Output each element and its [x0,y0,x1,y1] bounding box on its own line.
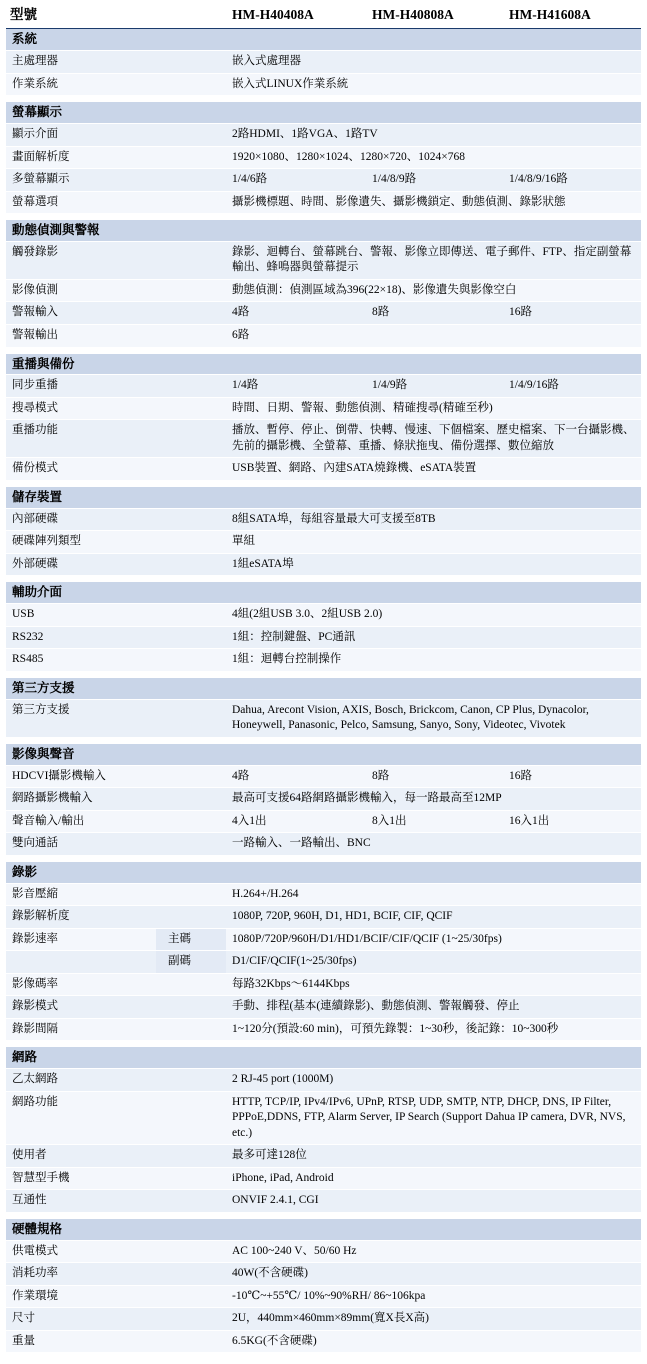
row-label: 乙太網路 [6,1069,226,1092]
model-name-2: HM-H41608A [503,4,641,29]
row-value-0: 1/4路 [226,375,366,398]
row-label: 備份模式 [6,458,226,480]
table-row [6,51,641,74]
table-row [6,951,641,974]
section-title: 影像與聲音 [6,743,641,765]
row-label: 錄影速率 [6,928,156,951]
row-value: 單組 [226,531,641,554]
row-value: -10℃~+55℃/ 10%~90%RH/ 86~106kpa [226,1285,641,1308]
table-row [6,1330,641,1352]
row-label: 顯示介面 [6,124,226,147]
row-value: 2 RJ-45 port (1000M) [226,1069,641,1092]
model-name-0: HM-H40408A [226,4,366,29]
section-title: 網路 [6,1047,641,1069]
section-header [6,102,641,124]
table-row [6,191,641,213]
model-name-1: HM-H40808A [366,4,503,29]
row-value-0: 4路 [226,302,366,325]
table-row [6,1167,641,1190]
row-value: 8組SATA埠，每組容量最大可支援至8TB [226,508,641,531]
row-label: 智慧型手機 [6,1167,226,1190]
row-value: 1~120分(預設:60 min)，可預先錄製：1~30秒，後記錄：10~300秒 [226,1018,641,1040]
row-value: 嵌入式LINUX作業系統 [226,73,641,95]
section-title: 第三方支援 [6,677,641,699]
table-row [6,973,641,996]
row-label: 螢幕選項 [6,191,226,213]
table-row [6,928,641,951]
row-sublabel: 副碼 [156,951,226,974]
row-value-2: 1/4/8/9/16路 [503,169,641,192]
row-value: 播放、暫停、停止、倒帶、快轉、慢速、下個檔案、歷史檔案、下一台攝影機、先前的攝影機、全螢幕、重播、條狀拖曳、備份選擇、數位縮放 [226,420,641,458]
row-label: 影像偵測 [6,279,226,302]
row-value: iPhone, iPad, Android [226,1167,641,1190]
row-label: 錄影模式 [6,996,226,1019]
row-label: 聲音輸入/輸出 [6,810,226,833]
table-row [6,241,641,279]
row-value: 40W(不含硬碟) [226,1263,641,1286]
row-value-2: 16路 [503,765,641,788]
header-label: 型號 [6,4,226,29]
table-row [6,279,641,302]
row-label: 網路功能 [6,1091,226,1145]
section-title: 儲存裝置 [6,486,641,508]
section-spacer [6,1352,641,1358]
row-value: 1920×1080、1280×1024、1280×720、1024×768 [226,146,641,169]
row-label: 作業環境 [6,1285,226,1308]
row-label: 硬碟陣列類型 [6,531,226,554]
row-value-2: 1/4/9/16路 [503,375,641,398]
table-row [6,146,641,169]
table-row [6,458,641,480]
section-header [6,1047,641,1069]
row-label: 警報輸出 [6,325,226,347]
table-header-row [6,4,641,29]
row-value-1: 1/4/8/9路 [366,169,503,192]
row-label: 尺寸 [6,1308,226,1331]
table-row [6,124,641,147]
row-value: 手動、排程(基本(連續錄影)、動態偵測、警報觸發、停止 [226,996,641,1019]
table-row [6,1308,641,1331]
row-value: 6.5KG(不含硬碟) [226,1330,641,1352]
row-value: 2路HDMI、1路VGA、1路TV [226,124,641,147]
row-label: 作業系統 [6,73,226,95]
row-value: USB裝置、網路、內建SATA燒錄機、eSATA裝置 [226,458,641,480]
table-row [6,169,641,192]
section-header [6,743,641,765]
row-value: 2U，440mm×460mm×89mm(寬X長X高) [226,1308,641,1331]
row-label: 影像碼率 [6,973,226,996]
section-title: 硬體規格 [6,1218,641,1240]
row-value: 每路32Kbps～6144Kbps [226,973,641,996]
table-row [6,699,641,737]
section-header [6,1218,641,1240]
row-label: 搜尋模式 [6,397,226,420]
row-label: 內部硬碟 [6,508,226,531]
section-title: 重播與備份 [6,353,641,375]
table-row [6,531,641,554]
section-title: 動態偵測與警報 [6,220,641,242]
table-row [6,649,641,671]
table-row [6,1145,641,1168]
row-label [6,951,156,974]
row-sublabel: 主碼 [156,928,226,951]
row-label: 網路攝影機輸入 [6,788,226,811]
row-value: 動態偵測：偵測區域為396(22×18)、影像遺失與影像空白 [226,279,641,302]
table-row [6,397,641,420]
table-row [6,626,641,649]
row-value-2: 16路 [503,302,641,325]
section-header [6,861,641,883]
table-row [6,325,641,347]
row-value: ONVIF 2.4.1, CGI [226,1190,641,1212]
row-label: 互通性 [6,1190,226,1212]
table-row [6,1018,641,1040]
row-value-0: 1/4/6路 [226,169,366,192]
table-row [6,553,641,575]
section-title: 輔助介面 [6,582,641,604]
row-value: Dahua, Arecont Vision, AXIS, Bosch, Brickcom, Canon, CP Plus, Dynacolor, Honeywell, Panasonic, Pelco, Samsung, Sanyo, Sony, Videotec, Vivotek [226,699,641,737]
row-label: 使用者 [6,1145,226,1168]
row-value: 嵌入式處理器 [226,51,641,74]
row-value: HTTP, TCP/IP, IPv4/IPv6, UPnP, RTSP, UDP, SMTP, NTP, DHCP, DNS, IP Filter, PPPoE,DDNS, FTP, Alarm Server, IP Search (Support Dahua IP camera, DVR, NVS, etc.) [226,1091,641,1145]
table-row [6,1190,641,1212]
row-label: 消耗功率 [6,1263,226,1286]
table-row [6,765,641,788]
section-header [6,677,641,699]
row-value: 一路輸入、一路輸出、BNC [226,833,641,855]
section-title: 錄影 [6,861,641,883]
table-row [6,883,641,906]
row-label: HDCVI攝影機輸入 [6,765,226,788]
section-title: 螢幕顯示 [6,102,641,124]
table-row [6,1285,641,1308]
row-label: 主處理器 [6,51,226,74]
row-value: 1組：迴轉台控制操作 [226,649,641,671]
row-value: H.264+/H.264 [226,883,641,906]
row-label: 畫面解析度 [6,146,226,169]
table-row [6,73,641,95]
table-row [6,906,641,929]
row-label: 影音壓縮 [6,883,226,906]
spacer-cell [6,1352,641,1358]
row-value: 6路 [226,325,641,347]
row-value-0: 4入1出 [226,810,366,833]
row-label: 多螢幕顯示 [6,169,226,192]
table-row [6,375,641,398]
table-row [6,810,641,833]
row-label: 錄影間隔 [6,1018,226,1040]
row-value: 時間、日期、警報、動態偵測、精確搜尋(精確至秒) [226,397,641,420]
table-row [6,420,641,458]
row-value-1: 8路 [366,302,503,325]
specification-table [6,4,641,1358]
table-row [6,302,641,325]
row-value-1: 1/4/9路 [366,375,503,398]
row-label: RS232 [6,626,226,649]
table-row [6,1091,641,1145]
table-row [6,1069,641,1092]
row-value: 攝影機標題、時間、影像遺失、攝影機鎖定、動態偵測、錄影狀態 [226,191,641,213]
section-header [6,29,641,51]
table-body [6,4,641,1358]
row-value: 最高可支援64路網路攝影機輸入，每一路最高至12MP [226,788,641,811]
row-label: 觸發錄影 [6,241,226,279]
section-header [6,220,641,242]
row-label: 重量 [6,1330,226,1352]
row-label: 供電模式 [6,1240,226,1263]
row-label: 重播功能 [6,420,226,458]
section-title: 系統 [6,29,641,51]
row-label: 外部硬碟 [6,553,226,575]
section-header [6,486,641,508]
row-value: 1080P/720P/960H/D1/HD1/BCIF/CIF/QCIF (1~25/30fps) [226,928,641,951]
row-label: 錄影解析度 [6,906,226,929]
table-row [6,1240,641,1263]
table-row [6,788,641,811]
row-value: 4組(2組USB 3.0、2組USB 2.0) [226,604,641,627]
section-header [6,353,641,375]
row-value: 1080P, 720P, 960H, D1, HD1, BCIF, CIF, QCIF [226,906,641,929]
row-label: USB [6,604,226,627]
table-row [6,833,641,855]
row-value: AC 100~240 V、50/60 Hz [226,1240,641,1263]
table-row [6,508,641,531]
table-row [6,996,641,1019]
table-row [6,1263,641,1286]
table-row [6,604,641,627]
row-value-1: 8路 [366,765,503,788]
row-value-1: 8入1出 [366,810,503,833]
row-value: 1組eSATA埠 [226,553,641,575]
section-header [6,582,641,604]
row-label: 第三方支援 [6,699,226,737]
row-label: 雙向通話 [6,833,226,855]
row-label: RS485 [6,649,226,671]
row-value: D1/CIF/QCIF(1~25/30fps) [226,951,641,974]
row-value-0: 4路 [226,765,366,788]
row-value-2: 16入1出 [503,810,641,833]
row-value: 錄影、迴轉台、螢幕跳台、警報、影像立即傳送、電子郵件、FTP、指定副螢幕輸出、蜂鳴器與螢幕提示 [226,241,641,279]
row-label: 同步重播 [6,375,226,398]
row-value: 1組：控制鍵盤、PC通訊 [226,626,641,649]
row-label: 警報輸入 [6,302,226,325]
row-value: 最多可達128位 [226,1145,641,1168]
